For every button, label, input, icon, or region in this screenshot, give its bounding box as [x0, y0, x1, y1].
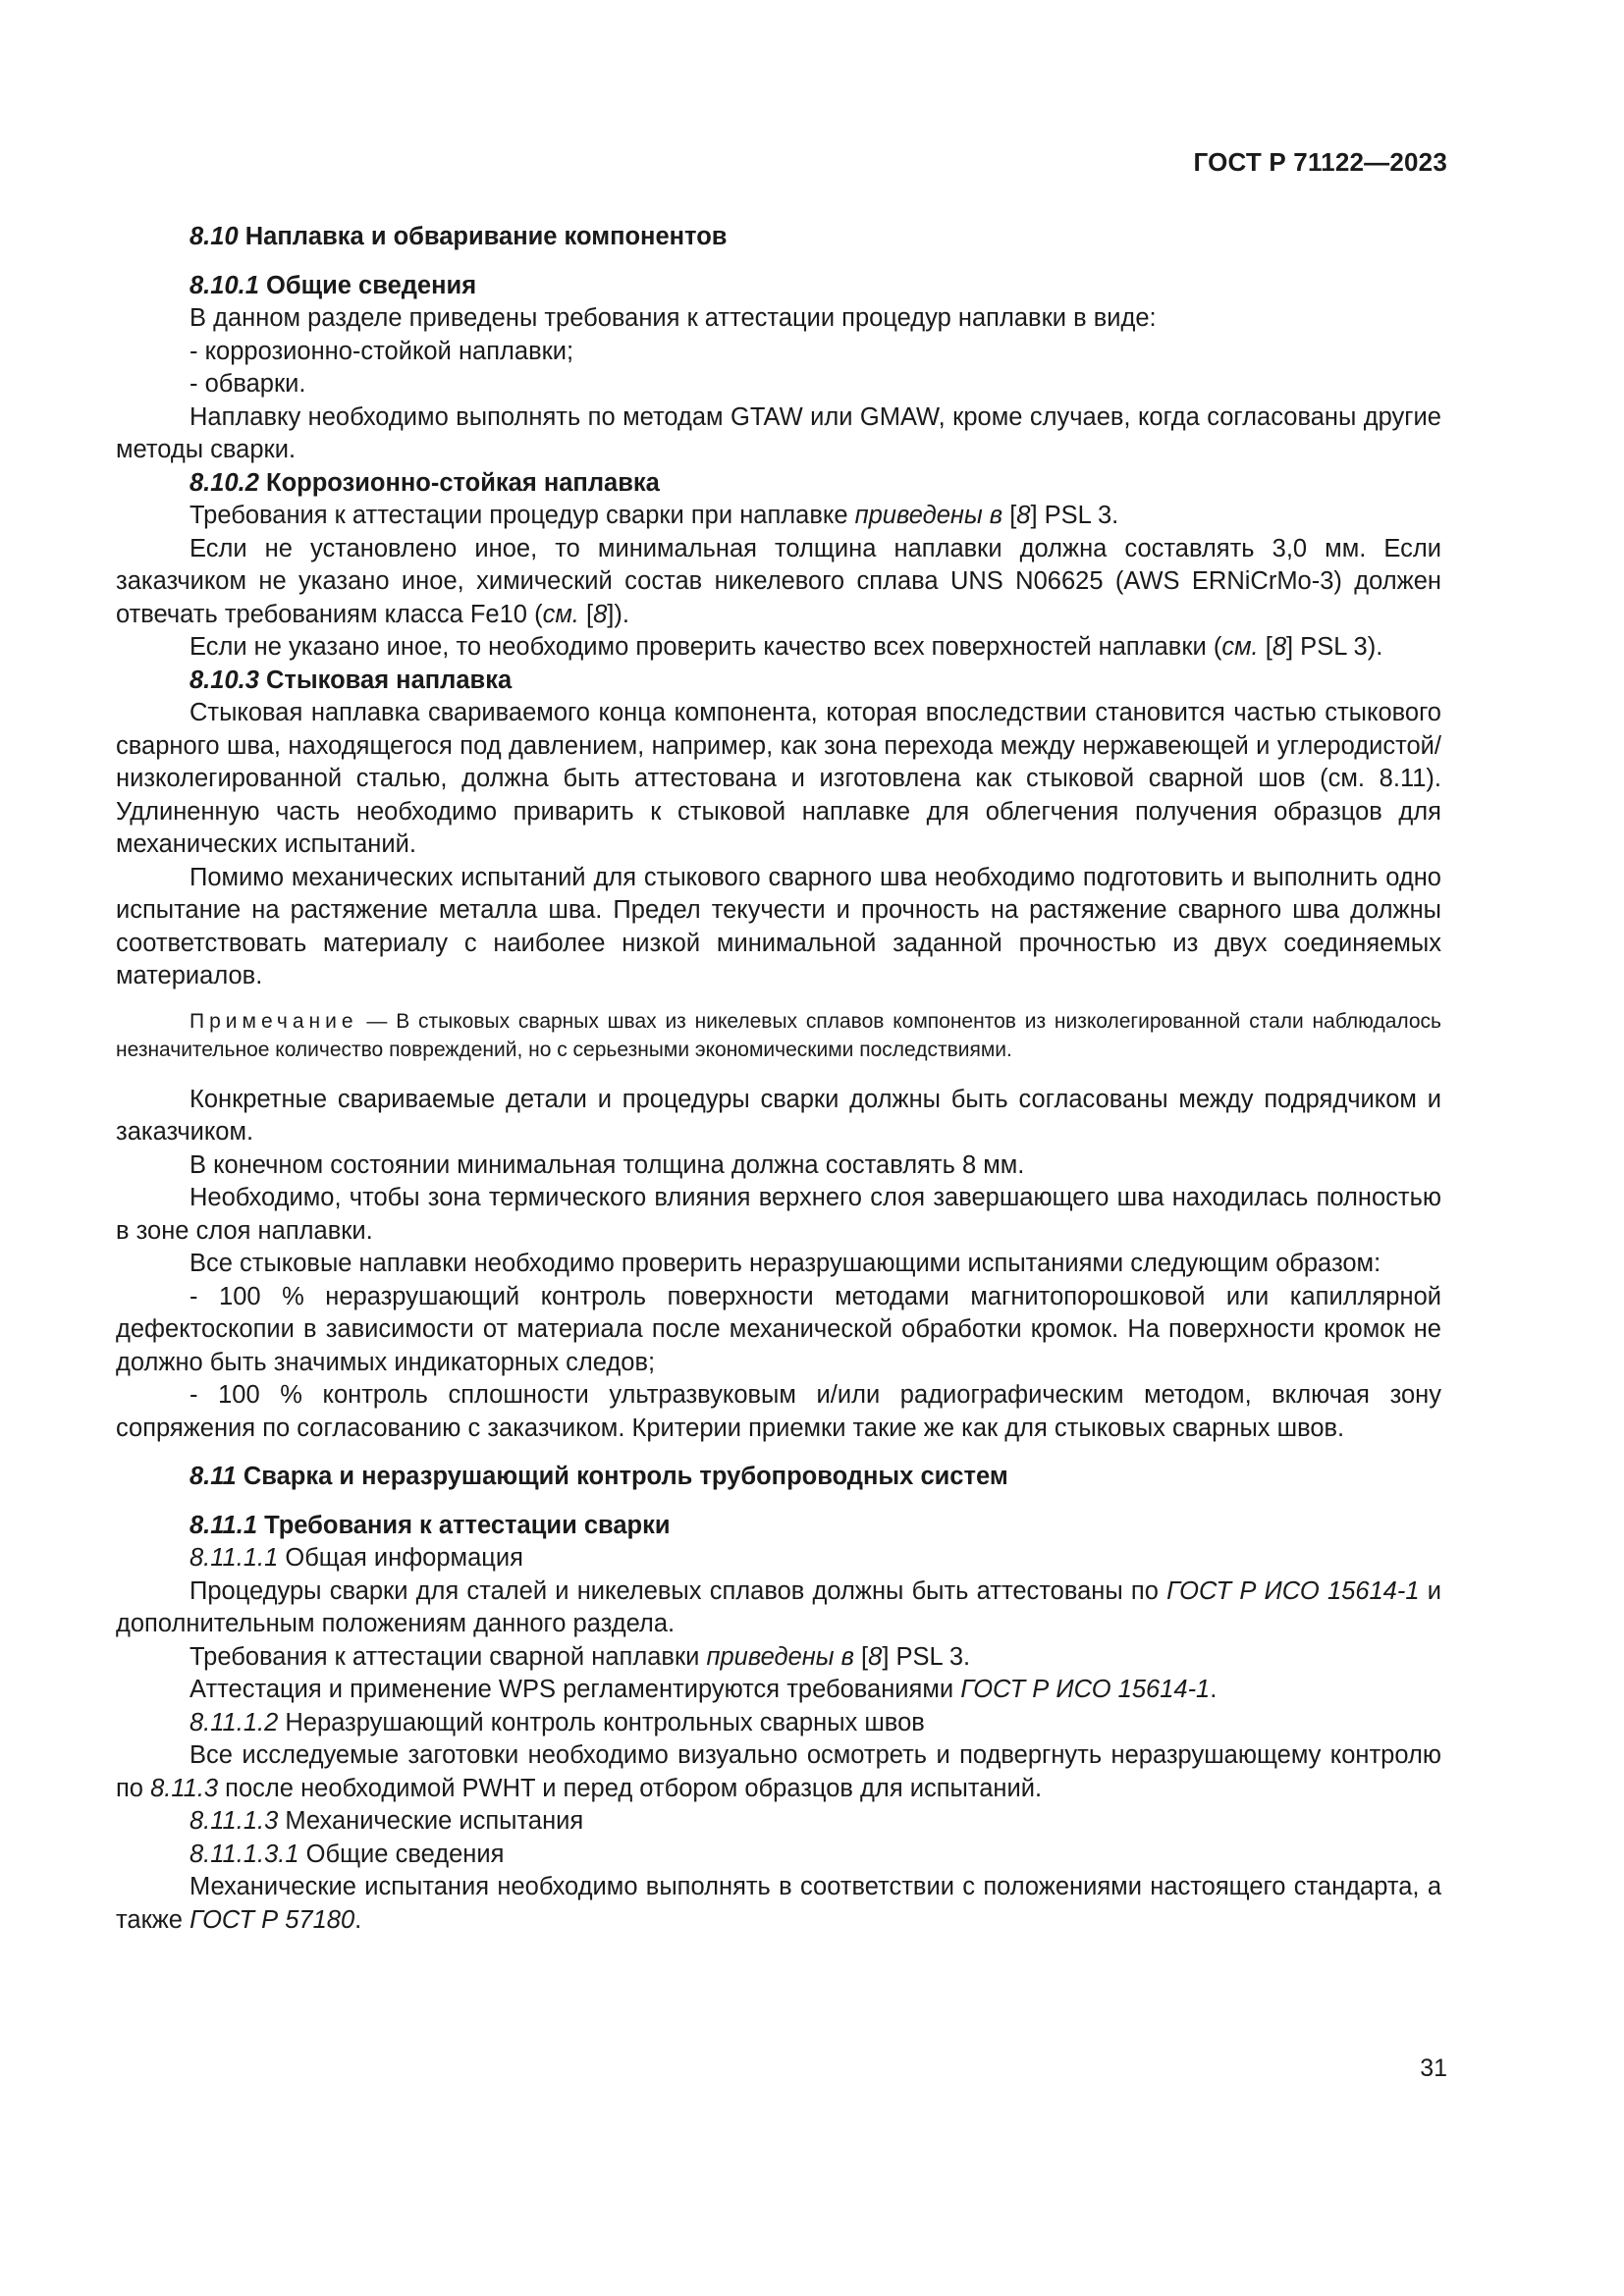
text-run: и дополнительным положениям данного раздела.	[116, 1576, 1441, 1637]
reference-number: 8	[593, 600, 608, 628]
list-item: - 100 % неразрушающий контроль поверхности методами магнитопорошковой или капиллярной дефектоскопии в зависимости от материала после механической обработки кромок. На поверхности кромок не должно быть значимых индикаторных следов;	[116, 1282, 1441, 1376]
paragraph	[116, 1739, 1441, 1805]
clause-title: Общая информация	[278, 1544, 523, 1572]
paragraph: Конкретные свариваемые детали и процедуры сварки должны быть согласованы между подрядчиком и заказчиком.	[116, 1085, 1441, 1146]
subsection-title: Общие сведения	[266, 271, 477, 299]
text-run: Если не установлено иное, то минимальная толщина наплавки должна составлять 3,0 мм. Если заказчиком не указано иное, химический состав никелевого сплава UNS N06625 (AWS ERNiCrMo-3) должен отвечать требованиям класса Fe10 (	[116, 534, 1441, 628]
text-run: Процедуры сварки для сталей и никелевых сплавов должны быть аттестованы по	[189, 1576, 1167, 1605]
reference-number: 8	[1272, 633, 1287, 661]
paragraph: Необходимо, чтобы зона термического влияния верхнего слоя завершающего шва находилась полностью в зоне слоя наплавки.	[116, 1184, 1441, 1245]
subsection-number: 8.10.3	[189, 666, 259, 694]
paragraph: В конечном состоянии минимальная толщина должна составлять 8 мм.	[189, 1150, 1025, 1179]
paragraph: Наплавку необходимо выполнять по методам GTAW или GMAW, кроме случаев, когда согласованы другие методы сварки.	[116, 402, 1441, 463]
text-run: после необходимой PWHT и перед отбором образцов для испытаний.	[218, 1774, 1043, 1802]
text-run: ] PSL 3.	[1030, 502, 1119, 529]
clause-heading-8-11-1-1	[116, 1542, 1441, 1575]
paragraph: Помимо механических испытаний для стыкового сварного шва необходимо подготовить и выполнить одно испытание на растяжение металла шва. Предел текучести и прочность на растяжение сварного шва должны соответствовать материалу с наиболее низкой минимальной заданной прочностью из двух соединяемых материалов.	[116, 863, 1441, 989]
subsection-title: Стыковая наплавка	[266, 666, 513, 694]
text-run: ] PSL 3.	[882, 1642, 971, 1671]
subsection-heading-8-10-1	[116, 270, 1441, 303]
clause-heading-8-11-1-3	[116, 1805, 1441, 1839]
section-number: 8.10	[189, 223, 239, 250]
list-item: - 100 % контроль сплошности ультразвуковым и/или радиографическим методом, включая зону сопряжения по согласованию с заказчиком. Критерии приемки такие же как для стыковых сварных швов.	[116, 1381, 1441, 1442]
text-run: Все исследуемые заготовки необходимо визуально осмотреть и подвергнуть неразрушающему контролю по	[116, 1741, 1441, 1802]
text-run: [	[578, 600, 594, 628]
paragraph	[116, 631, 1441, 665]
subsection-number: 8.10.1	[189, 271, 259, 299]
paragraph	[116, 1641, 1441, 1675]
clause-reference: 8.11.3	[150, 1774, 219, 1802]
subsection-number: 8.11.1	[189, 1511, 258, 1539]
text-run-italic: приведены в	[706, 1642, 854, 1671]
paragraph: Стыковая наплавка свариваемого конца компонента, которая впоследствии становится частью стыкового сварного шва, находящегося под давлением, например, как зона перехода между нержавеющей и углеродистой/низколегированной сталью, должна быть аттестована и изготовлена как стыковой сварной шов (см. 8.11). Удлиненную часть необходимо приварить к стыковой наплавке для облегчения получения образцов для механических испытаний.	[116, 699, 1441, 858]
standard-reference: ГОСТ Р 57180	[189, 1905, 355, 1934]
clause-number: 8.11.1.3.1	[189, 1840, 299, 1868]
list-item: - обварки.	[189, 370, 306, 398]
paragraph	[116, 1871, 1441, 1937]
standard-reference: ГОСТ Р ИСО 15614-1	[960, 1676, 1211, 1703]
reference-number: 8	[868, 1642, 883, 1671]
note	[116, 1007, 1441, 1064]
document-code: ГОСТ Р 71122—2023	[1193, 147, 1447, 177]
subsection-heading-8-10-3	[116, 665, 1441, 698]
text-run: Если не указано иное, то необходимо проверить качество всех поверхностей наплавки (	[189, 633, 1222, 661]
text-run: Механические испытания необходимо выполнять в соответствии с положениями настоящего стандарта, а также	[116, 1873, 1441, 1934]
section-title: Наплавка и обваривание компонентов	[244, 223, 728, 250]
clause-heading-8-11-1-3-1	[116, 1839, 1441, 1872]
clause-title: Общие сведения	[298, 1840, 505, 1868]
text-run-italic: см.	[542, 600, 579, 628]
clause-number: 8.11.1.1	[189, 1544, 279, 1572]
subsection-title: Коррозионно-стойкая наплавка	[266, 468, 660, 497]
text-run: Аттестация и применение WPS регламентируются требованиями	[189, 1676, 961, 1703]
text-run: ]).	[607, 600, 629, 628]
note-text: — В стыковых сварных швах из никелевых сплавов компонентов из низколегированной стали наблюдалось незначительное количество повреждений, но с серьезными экономическими последствиями.	[116, 1009, 1441, 1061]
text-run-italic: приведены в	[854, 502, 1003, 529]
page-content	[116, 221, 1441, 1937]
standard-reference: ГОСТ Р ИСО 15614-1	[1166, 1576, 1420, 1605]
text-run: Требования к аттестации процедур сварки при наплавке	[189, 502, 855, 529]
section-heading-8-10	[116, 221, 1441, 254]
paragraph	[116, 1674, 1441, 1707]
paragraph: В данном разделе приведены требования к аттестации процедур наплавки в виде:	[189, 304, 1157, 332]
text-run: .	[354, 1905, 362, 1934]
section-number: 8.11	[189, 1463, 237, 1490]
paragraph	[116, 500, 1441, 533]
paragraph	[116, 533, 1441, 632]
text-run: ] PSL 3).	[1286, 633, 1383, 661]
text-run: [	[1258, 633, 1272, 661]
paragraph	[116, 1575, 1441, 1641]
list-item: - коррозионно-стойкой наплавки;	[189, 337, 574, 365]
text-run: [	[853, 1642, 869, 1671]
clause-heading-8-11-1-2	[116, 1707, 1441, 1740]
text-run-italic: см.	[1221, 633, 1259, 661]
text-run: [	[1002, 502, 1017, 529]
subsection-title: Требования к аттестации сварки	[264, 1511, 671, 1539]
clause-number: 8.11.1.2	[189, 1708, 279, 1736]
subsection-number: 8.10.2	[189, 468, 259, 497]
section-heading-8-11	[116, 1461, 1441, 1494]
page-number: 31	[1420, 2055, 1447, 2082]
subsection-heading-8-10-2	[116, 467, 1441, 501]
note-label: Примечание	[189, 1009, 358, 1033]
reference-number: 8	[1016, 502, 1031, 529]
clause-number: 8.11.1.3	[189, 1807, 279, 1835]
paragraph: Все стыковые наплавки необходимо проверить неразрушающими испытаниями следующим образом:	[189, 1250, 1381, 1277]
clause-title: Механические испытания	[278, 1807, 584, 1835]
text-run: Требования к аттестации сварной наплавки	[189, 1642, 707, 1671]
text-run: .	[1210, 1676, 1218, 1703]
subsection-heading-8-11-1	[116, 1510, 1441, 1543]
clause-title: Неразрушающий контроль контрольных сварных швов	[278, 1708, 925, 1736]
section-title: Сварка и неразрушающий контроль трубопроводных систем	[243, 1463, 1008, 1490]
